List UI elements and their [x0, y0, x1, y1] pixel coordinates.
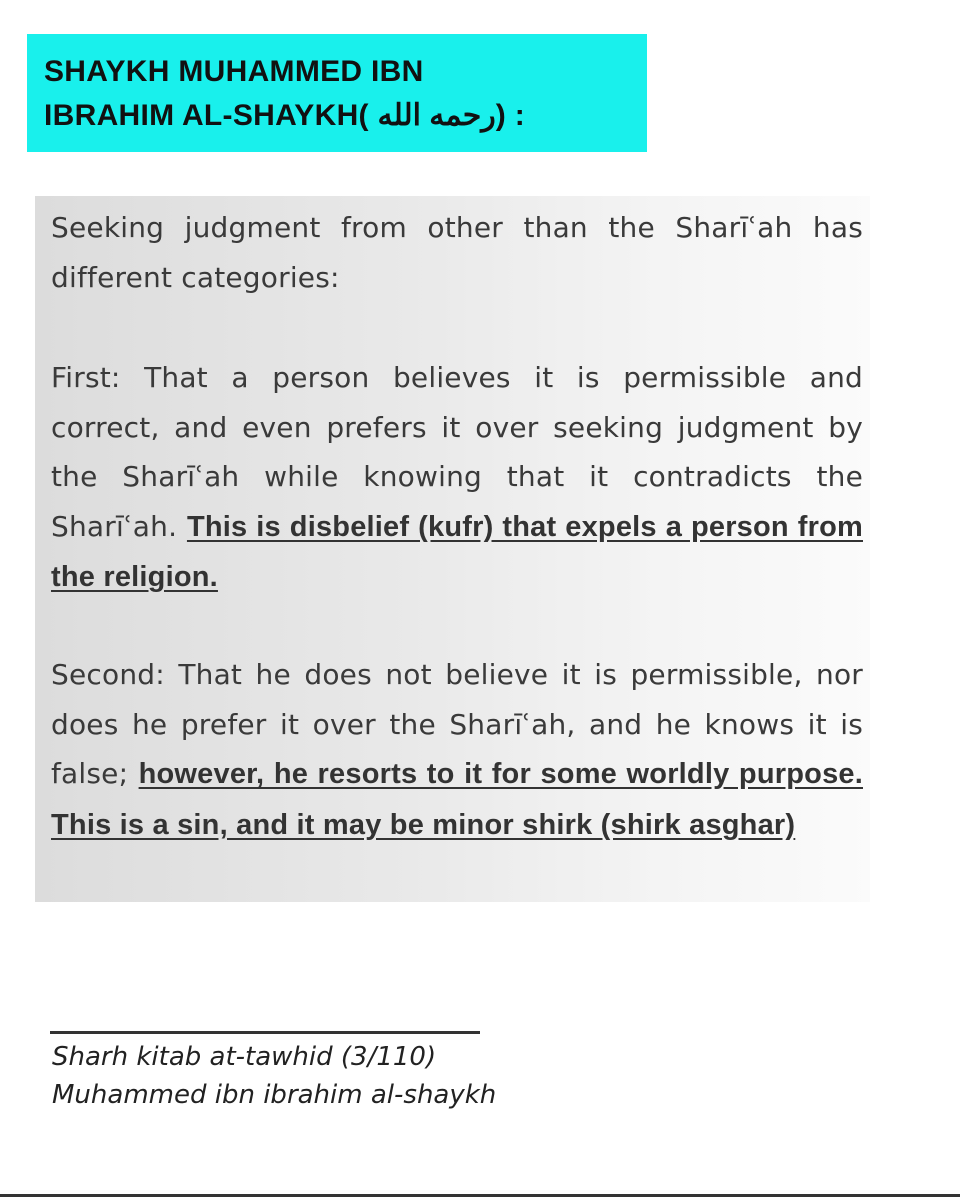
first-category-ruling: This is disbelief (kufr) that expels a person from the religion. — [51, 510, 863, 594]
title-line-1: SHAYKH MUHAMMED IBN — [44, 55, 424, 88]
first-category-paragraph — [51, 353, 863, 603]
bottom-divider — [0, 1194, 960, 1197]
reference-author: Muhammed ibn ibrahim al-shaykh — [52, 1080, 497, 1110]
second-category-ruling: however, he resorts to it for some worldly purpose. This is a sin, and it may be minor shirk (shirk asghar) — [51, 758, 863, 841]
reference-divider — [50, 1031, 480, 1034]
page-title — [44, 50, 644, 138]
second-category-paragraph — [51, 650, 863, 850]
reference-source: Sharh kitab at-tawhid (3/110) — [52, 1042, 437, 1072]
intro-paragraph: Seeking judgment from other than the Sharīʿah has different categories: — [51, 211, 863, 294]
title-line-2: IBRAHIM AL-SHAYKH( رحمه الله) : — [44, 99, 525, 132]
first-category-text: First: That a person believes it is permissible and correct, and even prefers it over seeking judgment by the Sharīʿah while knowing that it contradicts the Sharīʿah. — [51, 361, 863, 543]
second-category-text: Second: That he does not believe it is permissible, nor does he prefer it over the Sharīʿah, and he knows it is false; — [51, 658, 863, 791]
